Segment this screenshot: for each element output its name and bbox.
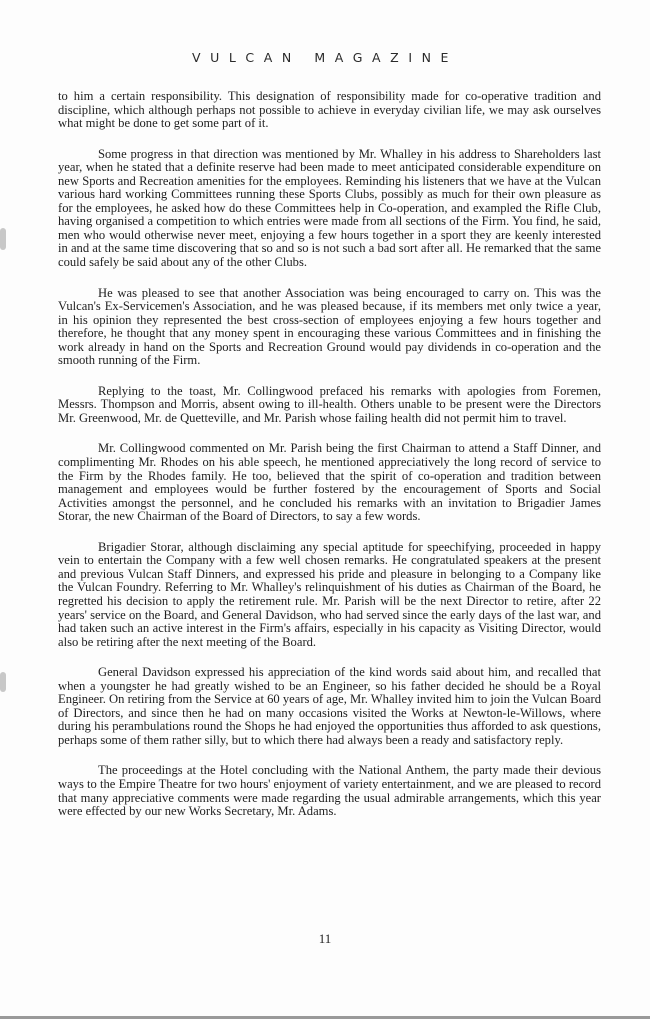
article-body [58, 90, 601, 836]
page-number: 11 [318, 931, 332, 946]
paragraph: General Davidson expressed his appreciation of the kind words said about him, and recalled that when a youngster he had greatly wished to be an Engineer, so his father decided he should be a Royal Engineer. On retiring from the Service at 60 years of age, Mr. Whalley invited him to join the Vulcan Board of Directors, and since then he had on many occasions visited the Works at Newton-le-Willows, where during his perambulations round the Shops he had enjoyed the opportunities thus afforded to ask questions, perhaps some of them rather silly, but to which there had always been a ready and satisfactory reply. [58, 665, 601, 747]
binding-hole-mark [0, 672, 6, 692]
running-header: VULCAN MAGAZINE [191, 50, 459, 65]
paragraph-continued: to him a certain responsibility. This designation of responsibility made for co-operative tradition and discipline, which although perhaps not possible to achieve in everyday civilian life, we may ask ourselves what might be done to get some part of it. [58, 89, 601, 131]
paragraph: Brigadier Storar, although disclaiming any special aptitude for speechifying, proceeded in happy vein to entertain the Company with a few well chosen remarks. He congratulated speakers at the present and previous Vulcan Staff Dinners, and expressed his pride and pleasure in belonging to a Company like the Vulcan Foundry. Referring to Mr. Whalley's relinquishment of his duties as Chairman of the Board, he regretted his decision to apply the retirement rule. Mr. Parish will be the next Director to retire, after 22 years' service on the Board, and General Davidson, who had served since the early days of the last war, and had taken such an active interest in the Firm's affairs, especially in his capacity as Visiting Director, would also be retiring after the next meeting of the Board. [58, 539, 601, 649]
paragraph: The proceedings at the Hotel concluding with the National Anthem, the party made their devious ways to the Empire Theatre for two hours' enjoyment of variety entertainment, and we are pleased to record that many appreciative comments were made regarding the usual admirable arrangements, which this year were effected by our new Works Secretary, Mr. Adams. [58, 763, 601, 819]
paragraph: He was pleased to see that another Association was being encouraged to carry on. This was the Vulcan's Ex-Servicemen's Association, and he was pleased because, if its members met only twice a year, in his opinion they represented the best cross-section of employees enjoying a few hours together and therefore, he thought that any money spent in encouraging these various Committees and in finishing the work already in hand on the Sports and Recreation Ground would pay dividends in co-operation and the smooth running of the Firm. [58, 285, 601, 368]
paragraph: Mr. Collingwood commented on Mr. Parish being the first Chairman to attend a Staff Dinner, and complimenting Mr. Rhodes on his able speech, he mentioned appreciatively the long record of service to the Firm by the Rhodes family. He too, believed that the spirit of co-operation and tradition between management and employees would be further fostered by the encouragement of Sports and Social Activities amongst the personnel, and he concluded his remarks with an invitation to Brigadier James Storar, the new Chairman of the Board of Directors, to say a few words. [58, 441, 601, 524]
paragraph: Replying to the toast, Mr. Collingwood prefaced his remarks with apologies from Foremen, Messrs. Thompson and Morris, absent owing to ill-health. Others unable to be present were the Directors Mr. Greenwood, Mr. de Quetteville, and Mr. Parish whose failing health did not permit him to travel. [58, 383, 601, 425]
paragraph: Some progress in that direction was mentioned by Mr. Whalley in his address to Shareholders last year, when he stated that a definite reserve had been made to meet anticipated considerable expenditure on new Sports and Recreation amenities for the employees. Reminding his listeners that we have at the Vulcan various hard working Committees running these Sports Clubs, possibly as much for their own pleasure as for the employees, he asked how do these Committees help in Co-operation, and exampled the Rifle Club, having organised a competition to which entries were made from all sections of the Firm. You find, he said, men who would otherwise never meet, enjoying a few hours together in a sport they are keenly interested in and at the same time discovering that so and so is not such a bad sort after all. He remarked that the same could safely be said about any of the other Clubs. [58, 146, 601, 270]
binding-hole-mark [0, 228, 6, 250]
